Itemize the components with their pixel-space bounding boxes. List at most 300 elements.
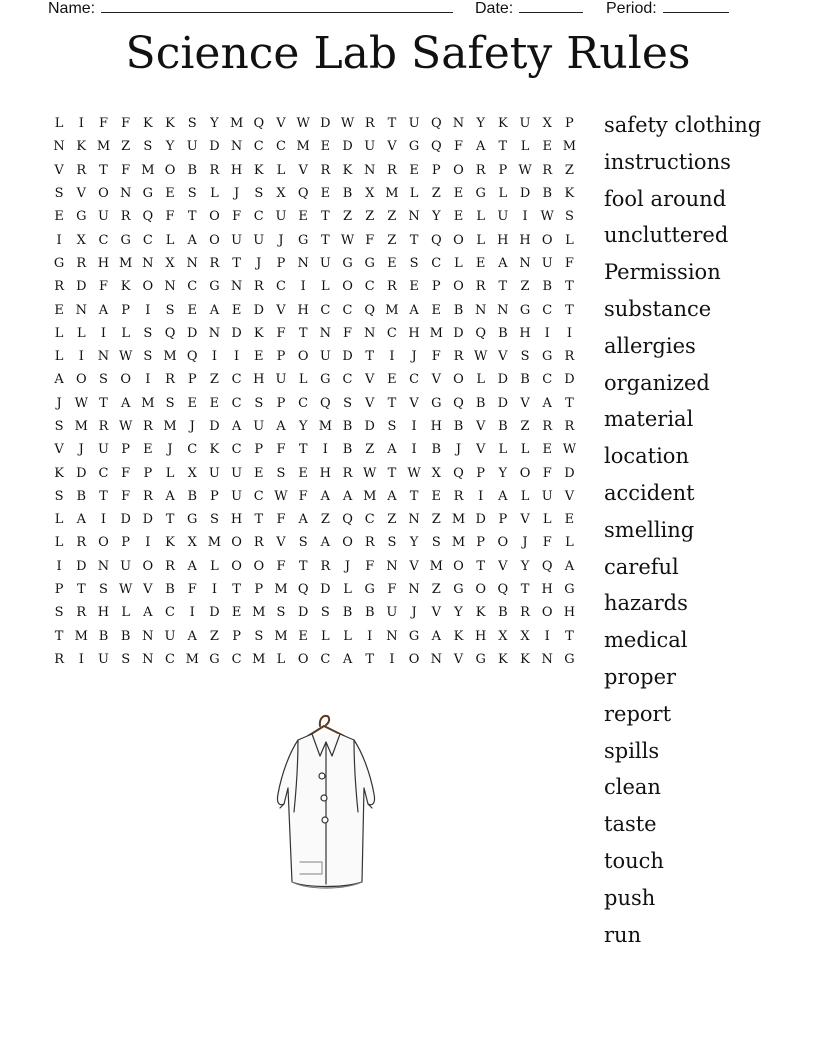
- grid-cell[interactable]: S: [387, 419, 397, 434]
- grid-cell[interactable]: K: [564, 186, 575, 202]
- grid-cell[interactable]: L: [343, 628, 352, 644]
- grid-cell[interactable]: V: [498, 558, 508, 574]
- grid-cell[interactable]: O: [120, 372, 131, 388]
- grid-cell[interactable]: S: [431, 535, 441, 551]
- grid-cell[interactable]: C: [165, 605, 175, 621]
- grid-cell[interactable]: F: [542, 465, 552, 481]
- grid-cell[interactable]: O: [231, 558, 242, 574]
- grid-cell[interactable]: A: [342, 651, 353, 667]
- grid-cell[interactable]: N: [541, 651, 553, 667]
- grid-cell[interactable]: I: [300, 279, 306, 295]
- grid-cell[interactable]: L: [54, 349, 64, 365]
- grid-cell[interactable]: R: [387, 162, 397, 178]
- name-blank[interactable]: [101, 0, 453, 13]
- grid-cell[interactable]: A: [564, 558, 575, 574]
- grid-cell[interactable]: Z: [387, 512, 397, 528]
- grid-cell[interactable]: U: [97, 442, 109, 458]
- grid-cell[interactable]: K: [342, 162, 353, 178]
- grid-cell[interactable]: B: [431, 442, 442, 458]
- grid-cell[interactable]: P: [498, 162, 508, 178]
- grid-cell[interactable]: F: [453, 139, 463, 155]
- grid-cell[interactable]: T: [387, 465, 397, 481]
- grid-cell[interactable]: H: [408, 325, 420, 341]
- grid-cell[interactable]: M: [252, 651, 266, 667]
- grid-cell[interactable]: C: [98, 232, 109, 248]
- grid-cell[interactable]: R: [364, 116, 375, 132]
- date-blank[interactable]: [519, 0, 583, 13]
- grid-cell[interactable]: Z: [431, 512, 441, 528]
- grid-cell[interactable]: F: [298, 488, 308, 504]
- grid-cell[interactable]: M: [429, 558, 443, 574]
- grid-cell[interactable]: H: [474, 628, 487, 644]
- grid-cell[interactable]: O: [453, 372, 464, 388]
- grid-cell[interactable]: F: [121, 465, 131, 481]
- grid-cell[interactable]: T: [520, 582, 530, 598]
- grid-cell[interactable]: G: [364, 255, 375, 271]
- grid-cell[interactable]: L: [476, 372, 485, 388]
- grid-cell[interactable]: Z: [520, 419, 530, 434]
- grid-cell[interactable]: B: [342, 442, 353, 458]
- grid-cell[interactable]: D: [475, 512, 486, 528]
- grid-cell[interactable]: N: [97, 558, 110, 574]
- grid-cell[interactable]: S: [165, 395, 175, 411]
- grid-cell[interactable]: V: [520, 512, 530, 528]
- grid-cell[interactable]: R: [76, 255, 87, 271]
- grid-cell[interactable]: T: [232, 255, 241, 271]
- grid-cell[interactable]: N: [386, 628, 398, 644]
- grid-cell[interactable]: Q: [430, 232, 442, 248]
- grid-cell[interactable]: S: [54, 419, 64, 434]
- grid-cell[interactable]: N: [497, 302, 509, 318]
- grid-cell[interactable]: N: [186, 255, 198, 271]
- grid-cell[interactable]: C: [409, 372, 420, 388]
- grid-cell[interactable]: T: [476, 558, 485, 574]
- grid-cell[interactable]: O: [453, 279, 464, 295]
- grid-cell[interactable]: M: [229, 116, 244, 132]
- grid-cell[interactable]: V: [143, 582, 153, 598]
- grid-cell[interactable]: V: [475, 442, 486, 458]
- grid-cell[interactable]: Z: [365, 209, 375, 225]
- grid-cell[interactable]: R: [320, 162, 331, 178]
- grid-cell[interactable]: L: [565, 535, 574, 551]
- grid-cell[interactable]: I: [56, 558, 62, 574]
- grid-cell[interactable]: U: [253, 419, 265, 434]
- grid-cell[interactable]: J: [78, 442, 84, 458]
- grid-cell[interactable]: R: [120, 209, 131, 225]
- grid-cell[interactable]: W: [340, 232, 355, 248]
- grid-cell[interactable]: V: [365, 372, 375, 388]
- grid-cell[interactable]: E: [254, 349, 264, 365]
- grid-cell[interactable]: J: [167, 442, 173, 458]
- grid-cell[interactable]: A: [76, 512, 86, 528]
- grid-cell[interactable]: B: [187, 488, 197, 504]
- grid-cell[interactable]: K: [497, 116, 508, 132]
- grid-cell[interactable]: B: [498, 605, 508, 621]
- grid-cell[interactable]: U: [319, 255, 331, 271]
- grid-cell[interactable]: H: [97, 605, 110, 621]
- grid-cell[interactable]: N: [119, 186, 132, 202]
- grid-cell[interactable]: W: [518, 162, 532, 178]
- grid-cell[interactable]: S: [187, 186, 197, 202]
- grid-cell[interactable]: K: [475, 605, 486, 621]
- grid-cell[interactable]: Y: [298, 419, 308, 434]
- grid-cell[interactable]: T: [298, 442, 308, 458]
- grid-cell[interactable]: L: [321, 628, 330, 644]
- grid-cell[interactable]: A: [387, 442, 397, 458]
- grid-cell[interactable]: A: [409, 302, 419, 318]
- grid-cell[interactable]: S: [209, 512, 219, 528]
- grid-cell[interactable]: A: [143, 605, 153, 621]
- grid-cell[interactable]: M: [163, 349, 177, 365]
- grid-cell[interactable]: O: [297, 651, 309, 667]
- grid-cell[interactable]: G: [431, 395, 442, 411]
- grid-cell[interactable]: P: [121, 442, 131, 458]
- grid-cell[interactable]: B: [498, 419, 508, 434]
- grid-cell[interactable]: V: [76, 186, 86, 202]
- grid-cell[interactable]: S: [343, 395, 352, 411]
- grid-cell[interactable]: E: [231, 302, 242, 318]
- grid-cell[interactable]: Q: [186, 349, 198, 365]
- grid-cell[interactable]: E: [231, 605, 242, 621]
- grid-cell[interactable]: M: [74, 419, 88, 434]
- grid-cell[interactable]: Z: [209, 372, 219, 388]
- grid-cell[interactable]: T: [99, 488, 108, 504]
- grid-cell[interactable]: L: [565, 232, 574, 248]
- grid-cell[interactable]: W: [74, 395, 88, 411]
- grid-cell[interactable]: I: [566, 325, 572, 341]
- grid-cell[interactable]: O: [497, 535, 509, 551]
- grid-cell[interactable]: N: [142, 255, 154, 271]
- grid-cell[interactable]: R: [253, 535, 264, 551]
- grid-cell[interactable]: D: [76, 279, 87, 295]
- grid-cell[interactable]: D: [564, 465, 575, 481]
- grid-cell[interactable]: L: [165, 232, 175, 248]
- grid-cell[interactable]: T: [365, 349, 375, 365]
- grid-cell[interactable]: O: [253, 558, 265, 574]
- grid-cell[interactable]: U: [231, 465, 243, 481]
- grid-cell[interactable]: R: [564, 349, 575, 365]
- grid-cell[interactable]: V: [409, 395, 419, 411]
- grid-cell[interactable]: G: [142, 186, 154, 202]
- grid-cell[interactable]: T: [54, 628, 64, 644]
- grid-cell[interactable]: N: [53, 139, 65, 155]
- grid-cell[interactable]: F: [276, 325, 286, 341]
- grid-cell[interactable]: A: [165, 488, 175, 504]
- grid-cell[interactable]: A: [298, 512, 308, 528]
- grid-cell[interactable]: X: [431, 465, 441, 481]
- grid-cell[interactable]: L: [210, 558, 219, 574]
- grid-cell[interactable]: F: [365, 558, 375, 574]
- grid-cell[interactable]: O: [297, 349, 309, 365]
- grid-cell[interactable]: X: [187, 465, 197, 481]
- grid-cell[interactable]: I: [211, 349, 217, 365]
- period-blank[interactable]: [663, 0, 729, 13]
- grid-cell[interactable]: O: [209, 232, 220, 248]
- grid-cell[interactable]: S: [254, 628, 264, 644]
- grid-cell[interactable]: N: [164, 279, 176, 295]
- grid-cell[interactable]: R: [387, 279, 397, 295]
- grid-cell[interactable]: D: [320, 116, 331, 132]
- grid-cell[interactable]: G: [475, 651, 486, 667]
- grid-cell[interactable]: X: [365, 186, 375, 202]
- grid-cell[interactable]: M: [562, 139, 577, 155]
- grid-cell[interactable]: G: [120, 232, 131, 248]
- grid-cell[interactable]: I: [544, 325, 550, 341]
- grid-cell[interactable]: S: [143, 349, 153, 365]
- grid-cell[interactable]: D: [76, 465, 87, 481]
- grid-cell[interactable]: Q: [364, 302, 376, 318]
- grid-cell[interactable]: E: [298, 465, 308, 481]
- grid-cell[interactable]: E: [187, 395, 197, 411]
- grid-cell[interactable]: B: [342, 186, 353, 202]
- grid-cell[interactable]: K: [142, 116, 153, 132]
- grid-cell[interactable]: A: [387, 488, 397, 504]
- grid-cell[interactable]: W: [118, 419, 133, 434]
- grid-cell[interactable]: X: [165, 255, 175, 271]
- grid-cell[interactable]: A: [276, 419, 286, 434]
- grid-cell[interactable]: G: [209, 651, 220, 667]
- grid-cell[interactable]: L: [121, 325, 130, 341]
- grid-cell[interactable]: L: [76, 325, 86, 341]
- grid-cell[interactable]: P: [498, 512, 508, 528]
- grid-cell[interactable]: U: [186, 139, 198, 155]
- grid-cell[interactable]: F: [187, 582, 197, 598]
- grid-cell[interactable]: G: [519, 302, 531, 318]
- grid-cell[interactable]: E: [564, 512, 575, 528]
- grid-cell[interactable]: X: [76, 232, 86, 248]
- grid-cell[interactable]: H: [97, 255, 110, 271]
- grid-cell[interactable]: U: [519, 116, 531, 132]
- grid-cell[interactable]: Q: [253, 116, 265, 132]
- grid-cell[interactable]: O: [98, 186, 109, 202]
- grid-cell[interactable]: R: [209, 162, 220, 178]
- grid-cell[interactable]: R: [142, 488, 153, 504]
- grid-cell[interactable]: I: [389, 651, 395, 667]
- grid-cell[interactable]: I: [56, 232, 62, 248]
- grid-cell[interactable]: L: [498, 442, 508, 458]
- grid-cell[interactable]: X: [542, 116, 552, 132]
- grid-cell[interactable]: E: [431, 302, 442, 318]
- grid-cell[interactable]: E: [453, 186, 464, 202]
- grid-cell[interactable]: L: [321, 279, 330, 295]
- grid-cell[interactable]: C: [165, 651, 175, 667]
- grid-cell[interactable]: R: [54, 651, 64, 667]
- grid-cell[interactable]: R: [76, 162, 87, 178]
- grid-cell[interactable]: I: [145, 302, 151, 318]
- grid-cell[interactable]: J: [189, 419, 195, 434]
- grid-cell[interactable]: V: [387, 139, 397, 155]
- grid-cell[interactable]: R: [453, 349, 464, 365]
- grid-cell[interactable]: U: [164, 628, 176, 644]
- grid-cell[interactable]: S: [143, 325, 153, 341]
- grid-cell[interactable]: N: [230, 139, 243, 155]
- grid-cell[interactable]: K: [520, 651, 530, 667]
- date-field[interactable]: [475, 0, 583, 18]
- grid-cell[interactable]: L: [520, 139, 530, 155]
- grid-cell[interactable]: C: [342, 372, 353, 388]
- grid-cell[interactable]: S: [564, 209, 574, 225]
- grid-cell[interactable]: E: [298, 628, 308, 644]
- grid-cell[interactable]: U: [231, 488, 243, 504]
- grid-cell[interactable]: D: [297, 605, 309, 621]
- grid-cell[interactable]: E: [320, 186, 331, 202]
- grid-cell[interactable]: C: [386, 325, 397, 341]
- grid-cell[interactable]: U: [208, 465, 220, 481]
- grid-cell[interactable]: A: [498, 488, 508, 504]
- grid-cell[interactable]: A: [542, 395, 552, 411]
- grid-cell[interactable]: M: [252, 605, 266, 621]
- grid-cell[interactable]: O: [541, 232, 553, 248]
- grid-cell[interactable]: L: [409, 186, 419, 202]
- grid-cell[interactable]: C: [231, 372, 242, 388]
- grid-cell[interactable]: O: [142, 558, 154, 574]
- grid-cell[interactable]: X: [187, 535, 197, 551]
- grid-cell[interactable]: C: [98, 465, 109, 481]
- grid-cell[interactable]: T: [565, 279, 574, 295]
- grid-cell[interactable]: T: [187, 209, 197, 225]
- grid-cell[interactable]: S: [387, 535, 397, 551]
- grid-cell[interactable]: U: [275, 209, 287, 225]
- grid-cell[interactable]: W: [118, 582, 133, 598]
- grid-cell[interactable]: Y: [476, 116, 485, 132]
- grid-cell[interactable]: R: [209, 255, 220, 271]
- grid-cell[interactable]: P: [254, 442, 264, 458]
- grid-cell[interactable]: G: [564, 651, 575, 667]
- grid-cell[interactable]: C: [275, 279, 286, 295]
- grid-cell[interactable]: V: [276, 302, 286, 318]
- grid-cell[interactable]: D: [320, 582, 331, 598]
- grid-cell[interactable]: Y: [210, 116, 219, 132]
- grid-cell[interactable]: F: [365, 232, 375, 248]
- grid-cell[interactable]: O: [142, 279, 154, 295]
- grid-cell[interactable]: T: [565, 302, 574, 318]
- grid-cell[interactable]: A: [342, 488, 353, 504]
- grid-cell[interactable]: E: [542, 139, 552, 155]
- grid-cell[interactable]: E: [320, 139, 331, 155]
- grid-cell[interactable]: T: [498, 279, 508, 295]
- grid-cell[interactable]: Z: [121, 139, 131, 155]
- grid-cell[interactable]: J: [455, 442, 462, 458]
- grid-cell[interactable]: N: [386, 558, 398, 574]
- grid-cell[interactable]: F: [542, 535, 552, 551]
- grid-cell[interactable]: L: [121, 605, 130, 621]
- grid-cell[interactable]: A: [187, 558, 197, 574]
- grid-cell[interactable]: T: [409, 488, 419, 504]
- grid-cell[interactable]: C: [364, 512, 375, 528]
- grid-cell[interactable]: I: [322, 442, 328, 458]
- grid-cell[interactable]: I: [145, 535, 151, 551]
- grid-cell[interactable]: S: [520, 349, 530, 365]
- grid-cell[interactable]: C: [253, 209, 264, 225]
- grid-cell[interactable]: N: [142, 651, 154, 667]
- grid-cell[interactable]: C: [342, 302, 353, 318]
- grid-cell[interactable]: N: [75, 302, 87, 318]
- grid-cell[interactable]: M: [119, 255, 133, 271]
- grid-cell[interactable]: I: [78, 116, 84, 132]
- grid-cell[interactable]: D: [253, 302, 264, 318]
- grid-cell[interactable]: S: [276, 605, 286, 621]
- grid-cell[interactable]: U: [97, 651, 109, 667]
- grid-cell[interactable]: S: [121, 651, 131, 667]
- grid-cell[interactable]: B: [76, 488, 87, 504]
- grid-cell[interactable]: I: [522, 209, 528, 225]
- grid-cell[interactable]: U: [253, 232, 265, 248]
- grid-cell[interactable]: D: [120, 512, 131, 528]
- grid-cell[interactable]: I: [78, 651, 84, 667]
- grid-cell[interactable]: K: [76, 139, 87, 155]
- grid-cell[interactable]: L: [54, 535, 64, 551]
- grid-cell[interactable]: N: [364, 325, 376, 341]
- grid-cell[interactable]: N: [142, 628, 154, 644]
- grid-cell[interactable]: B: [453, 419, 464, 434]
- name-field[interactable]: [48, 0, 453, 18]
- grid-cell[interactable]: R: [98, 419, 109, 434]
- grid-cell[interactable]: U: [497, 209, 509, 225]
- grid-cell[interactable]: D: [187, 325, 198, 341]
- grid-cell[interactable]: N: [230, 279, 243, 295]
- grid-cell[interactable]: B: [542, 186, 552, 202]
- grid-cell[interactable]: T: [565, 395, 574, 411]
- grid-cell[interactable]: M: [207, 535, 222, 551]
- grid-cell[interactable]: I: [189, 605, 195, 621]
- grid-cell[interactable]: H: [519, 232, 531, 248]
- grid-cell[interactable]: L: [542, 512, 552, 528]
- grid-cell[interactable]: T: [298, 558, 308, 574]
- grid-cell[interactable]: M: [141, 162, 155, 178]
- grid-cell[interactable]: I: [100, 512, 107, 528]
- grid-cell[interactable]: C: [431, 255, 442, 271]
- grid-cell[interactable]: A: [320, 535, 331, 551]
- grid-cell[interactable]: A: [431, 628, 441, 644]
- grid-cell[interactable]: S: [254, 395, 264, 411]
- grid-cell[interactable]: B: [342, 419, 353, 434]
- grid-cell[interactable]: Q: [342, 512, 353, 528]
- grid-cell[interactable]: Q: [453, 465, 464, 481]
- grid-cell[interactable]: T: [387, 116, 397, 132]
- grid-cell[interactable]: D: [364, 419, 375, 434]
- grid-cell[interactable]: L: [476, 209, 485, 225]
- grid-cell[interactable]: V: [453, 651, 464, 667]
- grid-cell[interactable]: L: [520, 488, 530, 504]
- grid-cell[interactable]: R: [342, 465, 353, 481]
- grid-cell[interactable]: C: [231, 395, 242, 411]
- grid-cell[interactable]: D: [519, 186, 531, 202]
- grid-cell[interactable]: T: [565, 628, 574, 644]
- grid-cell[interactable]: T: [498, 139, 508, 155]
- grid-cell[interactable]: P: [431, 279, 441, 295]
- grid-cell[interactable]: R: [542, 419, 553, 434]
- grid-cell[interactable]: R: [475, 279, 486, 295]
- grid-cell[interactable]: W: [340, 116, 355, 132]
- grid-cell[interactable]: R: [165, 558, 175, 574]
- grid-cell[interactable]: H: [230, 512, 243, 528]
- grid-cell[interactable]: J: [233, 186, 240, 202]
- grid-cell[interactable]: M: [429, 325, 443, 341]
- grid-cell[interactable]: T: [387, 395, 397, 411]
- grid-cell[interactable]: Q: [453, 395, 464, 411]
- grid-cell[interactable]: C: [231, 442, 242, 458]
- grid-cell[interactable]: O: [453, 162, 464, 178]
- grid-cell[interactable]: M: [185, 651, 199, 667]
- grid-cell[interactable]: Z: [564, 162, 574, 178]
- grid-cell[interactable]: L: [476, 232, 485, 248]
- grid-cell[interactable]: G: [209, 279, 220, 295]
- grid-cell[interactable]: N: [408, 512, 420, 528]
- grid-cell[interactable]: G: [408, 139, 420, 155]
- grid-cell[interactable]: S: [298, 535, 308, 551]
- grid-cell[interactable]: N: [519, 255, 531, 271]
- grid-cell[interactable]: C: [187, 279, 198, 295]
